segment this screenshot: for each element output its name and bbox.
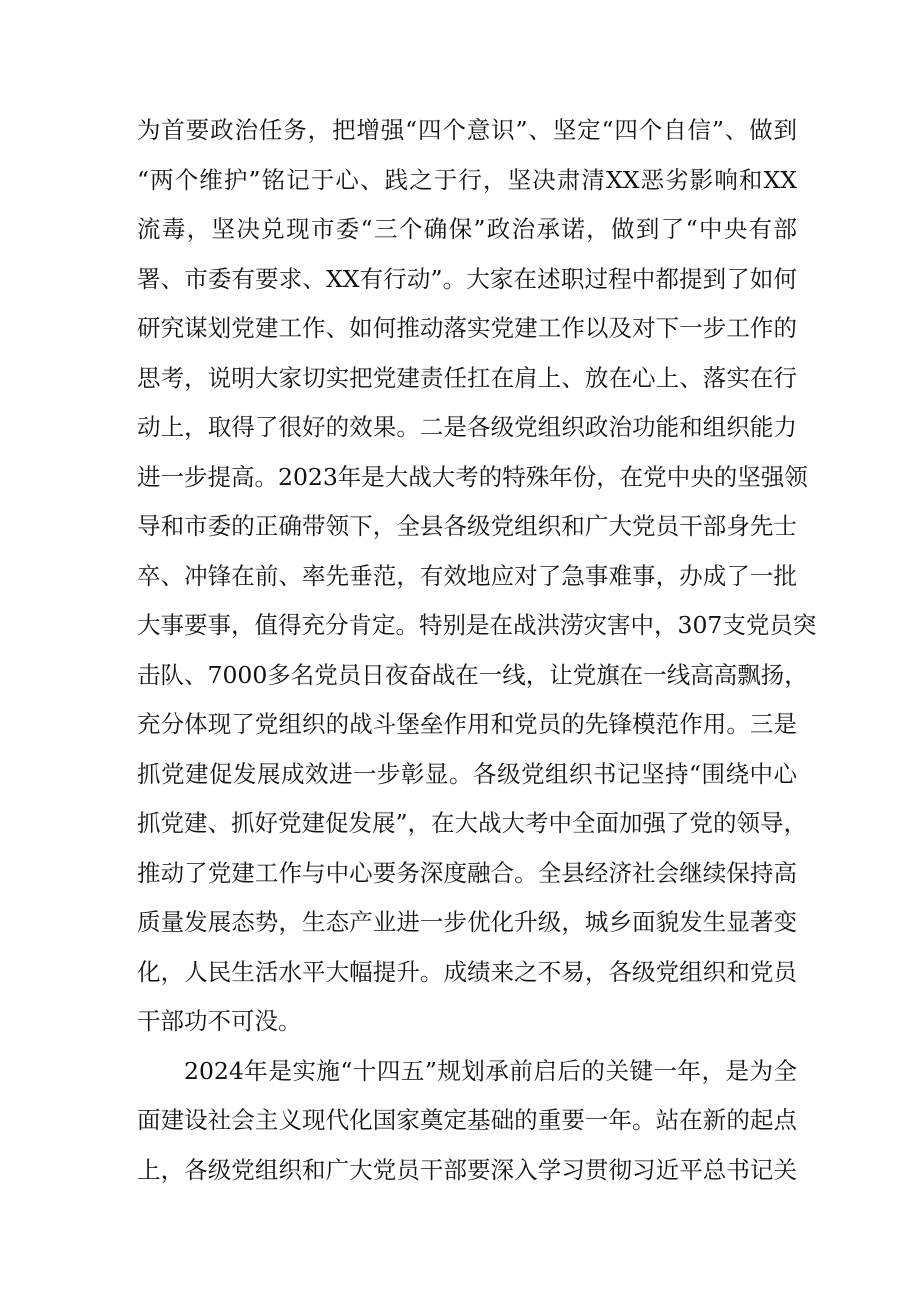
text-line: 质量发展态势，生态产业进一步优化升级，城乡面貌发生显著变 [137, 908, 797, 936]
text-line: “两个维护”铭记于心、践之于行，坚决肃清XX恶劣影响和XX [137, 165, 797, 194]
text-line: 卒、冲锋在前、率先垂范，有效地应对了急事难事，办成了一批 [137, 561, 797, 590]
text-line: 动上，取得了很好的效果。二是各级党组织政治功能和组织能力 [137, 413, 797, 441]
text-line: 抓党建促发展成效进一步彰显。各级党组织书记坚持“围绕中心 [137, 759, 797, 788]
text-line: 思考，说明大家切实把党建责任扛在肩上、放在心上、落实在行 [137, 363, 797, 392]
text-line: 推动了党建工作与中心要务深度融合。全县经济社会继续保持高 [137, 858, 797, 887]
text-line: 上，各级党组织和广大党员干部要深入学习贯彻习近平总书记关 [137, 1155, 797, 1184]
text-line: 导和市委的正确带领下，全县各级党组织和广大党员干部身先士 [137, 512, 797, 540]
text-line: 署、市委有要求、XX有行动”。大家在述职过程中都提到了如何 [137, 264, 797, 293]
text-line: 化，人民生活水平大幅提升。成绩来之不易，各级党组织和党员 [137, 957, 797, 986]
text-line: 抓党建、抓好党建促发展”，在大战大考中全面加强了党的领导， [137, 809, 808, 837]
text-line: 研究谋划党建工作、如何推动落实党建工作以及对下一步工作的 [137, 314, 797, 342]
text-line: 干部功不可没。 [137, 1007, 302, 1035]
text-line: 为首要政治任务，把增强“四个意识”、坚定“四个自信”、做到 [137, 116, 797, 144]
paragraph-first-line: 2024年是实施“十四五”规划承前启后的关键一年，是为全 [184, 1056, 797, 1085]
text-line: 流毒，坚决兑现市委“三个确保”政治承诺，做到了“中央有部 [137, 215, 797, 243]
document-body [137, 106, 817, 1195]
text-line: 大事要事，值得充分肯定。特别是在战洪涝灾害中，307支党员突 [137, 611, 817, 639]
text-line: 面建设社会主义现代化国家奠定基础的重要一年。站在新的起点 [137, 1106, 797, 1134]
text-line: 进一步提高。2023年是大战大考的特殊年份，在党中央的坚强领 [137, 462, 808, 491]
text-line: 充分体现了党组织的战斗堡垒作用和党员的先锋模范作用。三是 [137, 710, 797, 738]
text-line: 击队、7000多名党员日夜奋战在一线，让党旗在一线高高飘扬， [137, 660, 808, 689]
